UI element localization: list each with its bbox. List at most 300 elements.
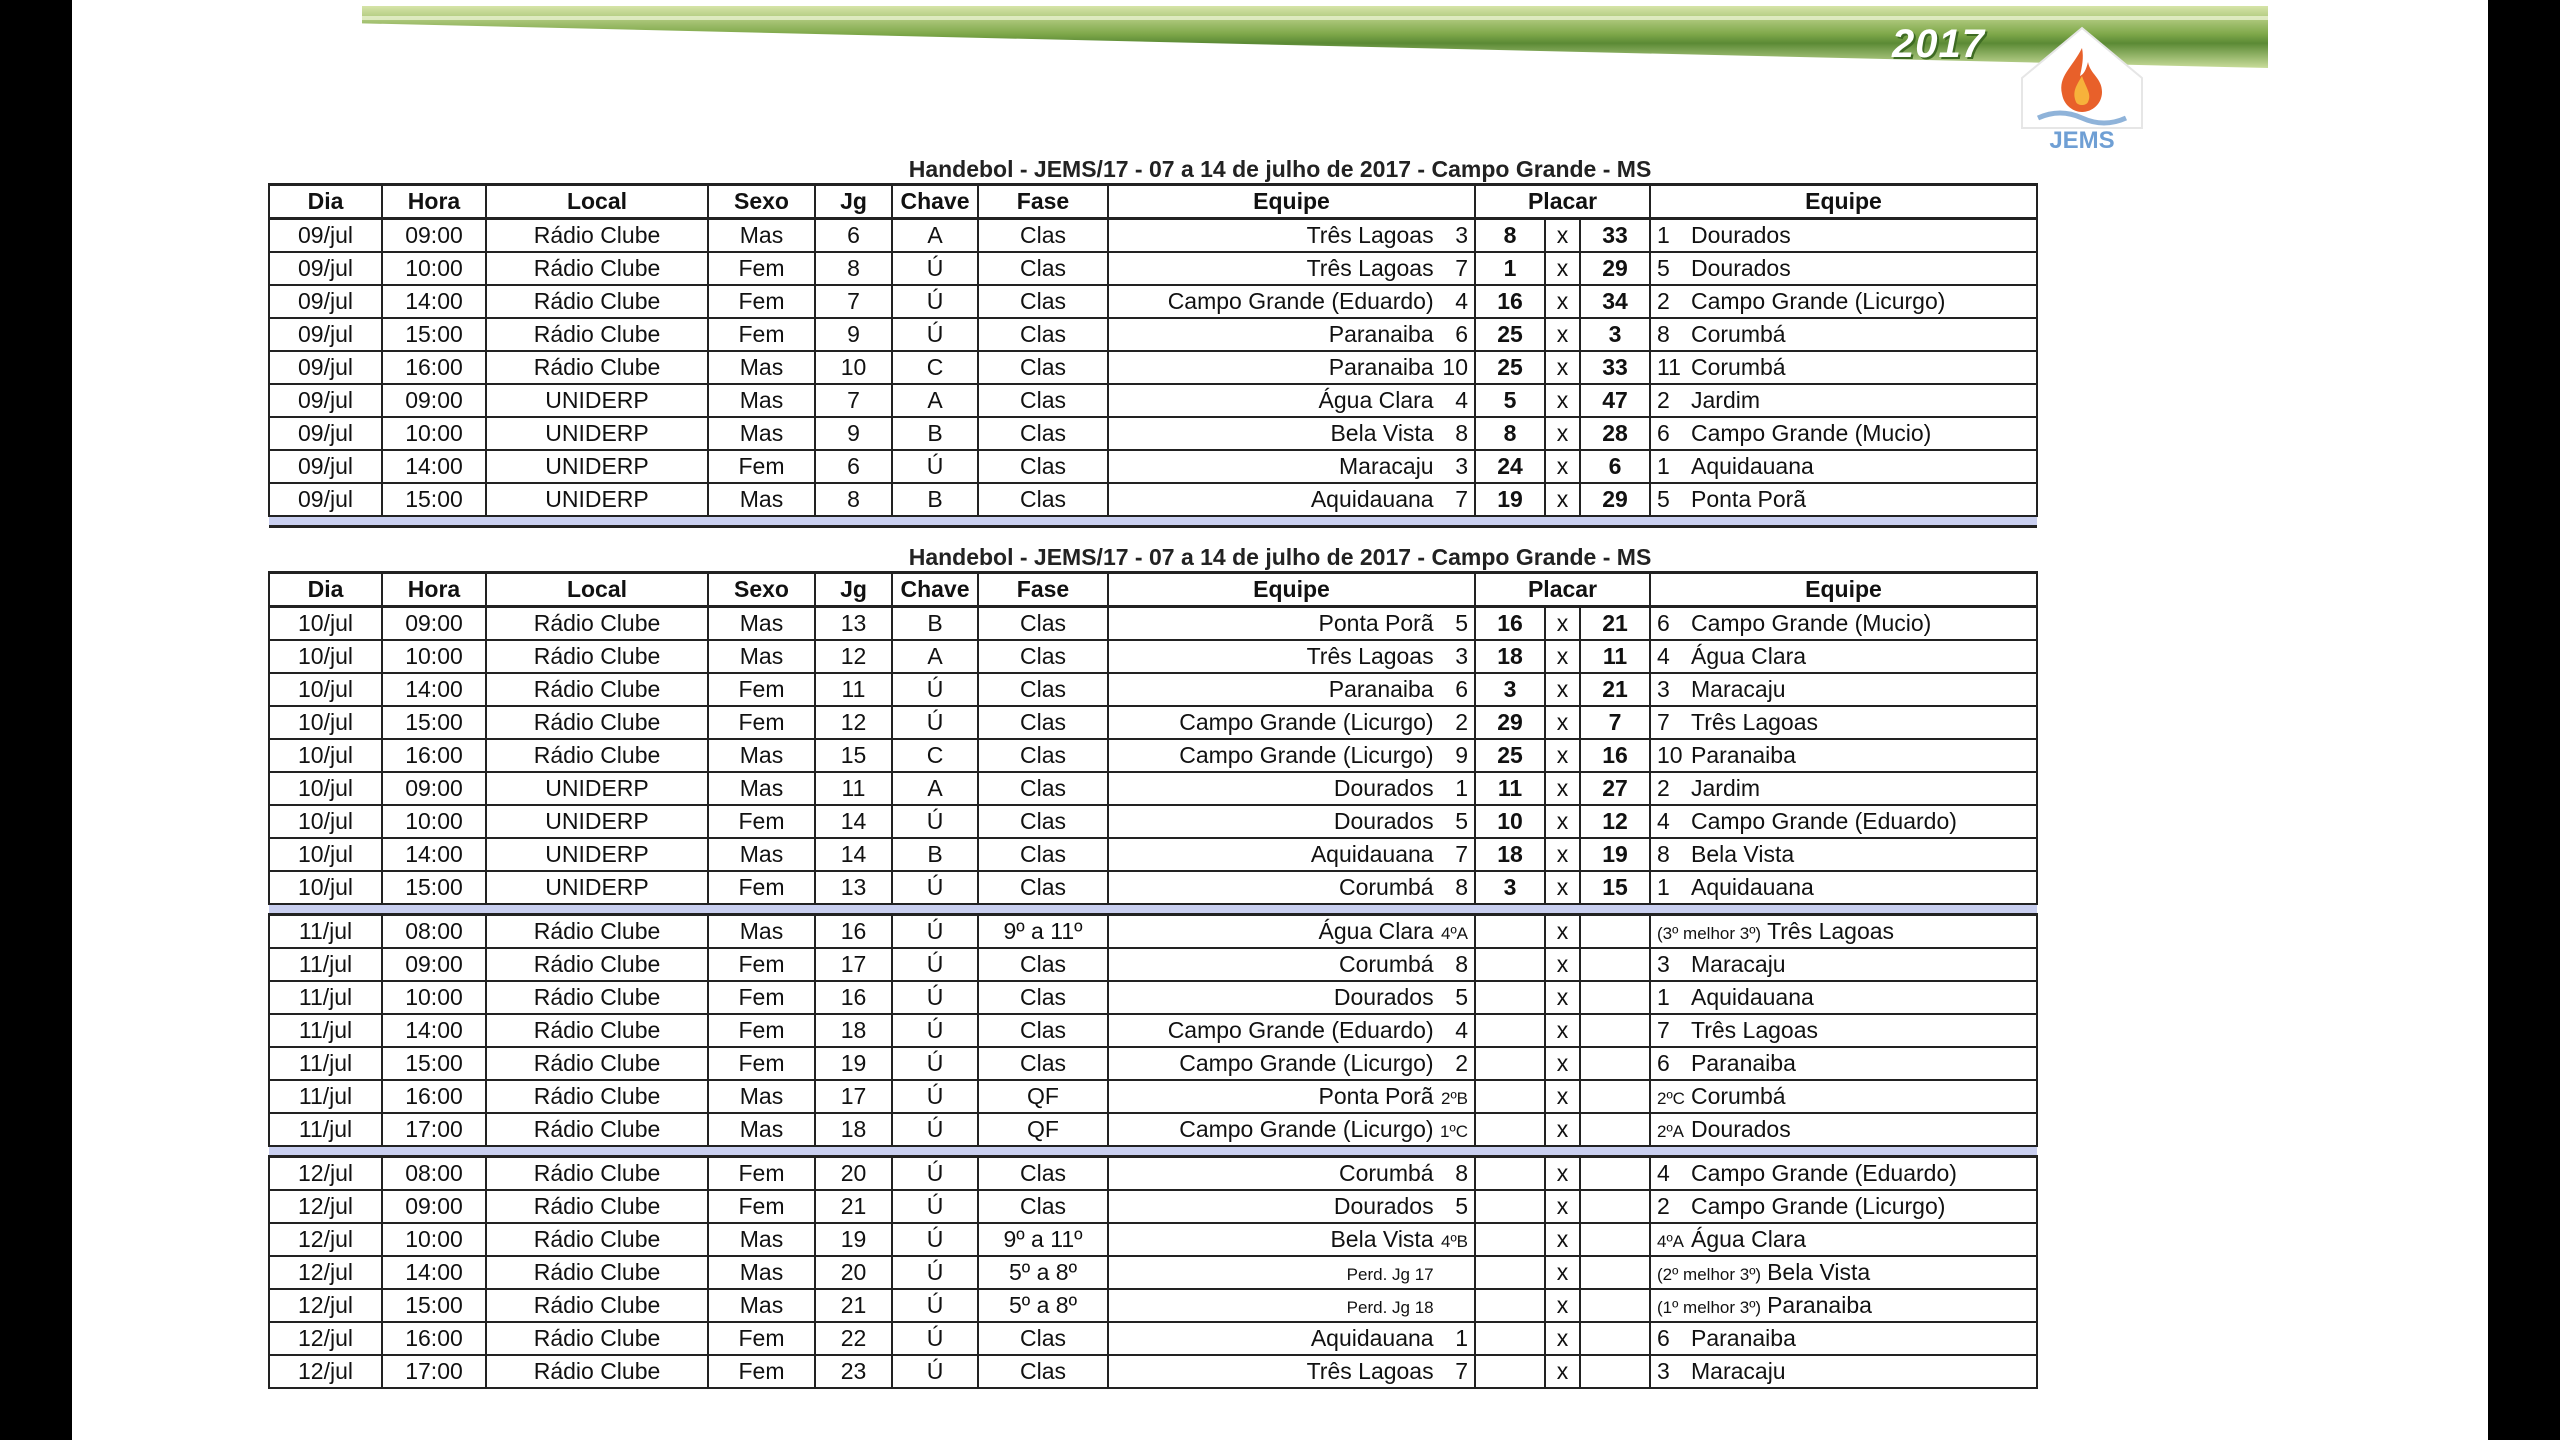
cell-score-away (1580, 1080, 1650, 1113)
home-team-number: 4 (1455, 288, 1468, 314)
cell-away-team (1650, 1289, 2037, 1322)
cell-away-team (1650, 1113, 2037, 1146)
cell-hora: 09:00 (382, 607, 486, 641)
away-team-number: 4 (1657, 808, 1670, 834)
cell-jg: 20 (815, 1256, 892, 1289)
table-row (269, 384, 2037, 417)
cell-sexo: Fem (708, 1322, 815, 1355)
home-team-name: Dourados (1333, 984, 1434, 1010)
cell-dia: 09/jul (269, 252, 382, 285)
cell-score-x: x (1545, 384, 1580, 417)
cell-chave: Ú (892, 871, 978, 904)
header-dia: Dia (269, 573, 382, 607)
cell-score-away: 6 (1580, 450, 1650, 483)
away-team-number: 6 (1657, 1325, 1670, 1351)
home-team-number: 1 (1455, 1325, 1468, 1351)
section-separator (269, 516, 2037, 527)
cell-dia: 10/jul (269, 838, 382, 871)
cell-dia: 11/jul (269, 948, 382, 981)
away-team-number: 6 (1657, 420, 1670, 446)
cell-score-home: 3 (1475, 673, 1545, 706)
cell-score-home: 8 (1475, 219, 1545, 253)
home-team-name: Dourados (1333, 775, 1434, 801)
cell-score-x: x (1545, 318, 1580, 351)
cell-hora: 10:00 (382, 417, 486, 450)
cell-away-team (1650, 915, 2037, 949)
cell-fase: Clas (978, 1322, 1108, 1355)
cell-away-team (1650, 1355, 2037, 1388)
cell-local: Rádio Clube (486, 607, 708, 641)
cell-chave: A (892, 640, 978, 673)
cell-local: Rádio Clube (486, 351, 708, 384)
cell-jg: 11 (815, 772, 892, 805)
cell-dia: 09/jul (269, 483, 382, 516)
cell-score-x: x (1545, 450, 1580, 483)
cell-chave: Ú (892, 450, 978, 483)
away-team-number: 5 (1657, 255, 1670, 281)
cell-score-x: x (1545, 838, 1580, 871)
table-row (269, 981, 2037, 1014)
cell-score-home (1475, 948, 1545, 981)
cell-sexo: Fem (708, 981, 815, 1014)
cell-chave: Ú (892, 1047, 978, 1080)
cell-hora: 15:00 (382, 1047, 486, 1080)
cell-home-team (1108, 1289, 1475, 1322)
away-team-name: Dourados (1691, 222, 1791, 248)
cell-local: Rádio Clube (486, 1322, 708, 1355)
cell-local: Rádio Clube (486, 915, 708, 949)
cell-local: UNIDERP (486, 483, 708, 516)
away-team-name: Água Clara (1691, 1226, 1807, 1252)
cell-away-team (1650, 1014, 2037, 1047)
header-hora: Hora (382, 185, 486, 219)
cell-sexo: Fem (708, 1355, 815, 1388)
cell-score-away (1580, 948, 1650, 981)
cell-fase: Clas (978, 351, 1108, 384)
cell-score-home (1475, 981, 1545, 1014)
cell-dia: 12/jul (269, 1289, 382, 1322)
away-team-number: 2ºC (1657, 1089, 1685, 1108)
cell-home-team (1108, 384, 1475, 417)
header-row (269, 573, 2037, 607)
home-team-number: 2ºB (1440, 1089, 1468, 1108)
cell-away-team (1650, 948, 2037, 981)
cell-fase: Clas (978, 1190, 1108, 1223)
cell-score-home (1475, 1047, 1545, 1080)
header-sexo: Sexo (708, 185, 815, 219)
away-team-name: Jardim (1691, 775, 1761, 801)
cell-sexo: Fem (708, 706, 815, 739)
cell-home-team (1108, 772, 1475, 805)
cell-fase: Clas (978, 450, 1108, 483)
cell-score-home: 18 (1475, 640, 1545, 673)
cell-dia: 12/jul (269, 1322, 382, 1355)
cell-local: Rádio Clube (486, 1014, 708, 1047)
cell-hora: 10:00 (382, 640, 486, 673)
cell-fase: Clas (978, 640, 1108, 673)
cell-jg: 15 (815, 739, 892, 772)
home-team-name: Dourados (1333, 1193, 1434, 1219)
cell-away-team (1650, 981, 2037, 1014)
cell-jg: 14 (815, 805, 892, 838)
home-team-name: Três Lagoas (1306, 643, 1434, 669)
table-row (269, 948, 2037, 981)
cell-chave: C (892, 739, 978, 772)
cell-chave: A (892, 219, 978, 253)
cell-score-away: 11 (1580, 640, 1650, 673)
home-team-number: 4 (1455, 387, 1468, 413)
cell-local: Rádio Clube (486, 219, 708, 253)
cell-sexo: Mas (708, 219, 815, 253)
away-team-name: Aquidauana (1691, 453, 1814, 479)
cell-hora: 15:00 (382, 871, 486, 904)
cell-score-away (1580, 981, 1650, 1014)
cell-sexo: Mas (708, 838, 815, 871)
table-row (269, 285, 2037, 318)
cell-score-x: x (1545, 673, 1580, 706)
cell-home-team (1108, 351, 1475, 384)
document-page (72, 0, 2488, 1440)
cell-hora: 16:00 (382, 739, 486, 772)
schedule-table-1 (268, 183, 2038, 528)
cell-sexo: Fem (708, 805, 815, 838)
cell-jg: 18 (815, 1014, 892, 1047)
cell-dia: 11/jul (269, 1047, 382, 1080)
cell-score-away: 21 (1580, 607, 1650, 641)
cell-jg: 19 (815, 1223, 892, 1256)
away-team-name: Aquidauana (1691, 984, 1814, 1010)
cell-dia: 10/jul (269, 607, 382, 641)
cell-chave: Ú (892, 981, 978, 1014)
cell-sexo: Fem (708, 318, 815, 351)
home-team-number: 4ºB (1440, 1232, 1468, 1251)
cell-score-home (1475, 915, 1545, 949)
cell-score-away: 47 (1580, 384, 1650, 417)
cell-score-away: 33 (1580, 351, 1650, 384)
cell-sexo: Mas (708, 417, 815, 450)
cell-score-home: 5 (1475, 384, 1545, 417)
away-team-number: 10 (1657, 742, 1683, 768)
header-placar: Placar (1475, 185, 1650, 219)
cell-chave: A (892, 384, 978, 417)
cell-fase: 9º a 11º (978, 915, 1108, 949)
cell-home-team (1108, 673, 1475, 706)
cell-score-away: 28 (1580, 417, 1650, 450)
away-team-number: 7 (1657, 709, 1670, 735)
cell-hora: 09:00 (382, 1190, 486, 1223)
cell-hora: 09:00 (382, 219, 486, 253)
cell-score-home: 18 (1475, 838, 1545, 871)
away-team-number: (1º melhor 3º) (1657, 1298, 1762, 1317)
table-row (269, 739, 2037, 772)
cell-chave: Ú (892, 805, 978, 838)
cell-away-team (1650, 607, 2037, 641)
table-row (269, 706, 2037, 739)
home-team-number: 7 (1455, 1358, 1468, 1384)
cell-score-x: x (1545, 739, 1580, 772)
away-team-name: Paranaiba (1691, 1325, 1796, 1351)
cell-away-team (1650, 1322, 2037, 1355)
table-row (269, 640, 2037, 673)
home-team-name: Perd. Jg 17 (1346, 1265, 1434, 1284)
cell-score-home (1475, 1113, 1545, 1146)
home-team-number: 10 (1442, 354, 1468, 380)
away-team-name: Dourados (1691, 255, 1791, 281)
cell-chave: A (892, 772, 978, 805)
cell-score-x: x (1545, 1256, 1580, 1289)
cell-away-team (1650, 1223, 2037, 1256)
cell-dia: 09/jul (269, 450, 382, 483)
cell-local: Rádio Clube (486, 1157, 708, 1191)
cell-hora: 10:00 (382, 1223, 486, 1256)
cell-hora: 16:00 (382, 1080, 486, 1113)
header-chave: Chave (892, 573, 978, 607)
cell-score-x: x (1545, 285, 1580, 318)
cell-dia: 10/jul (269, 706, 382, 739)
away-team-name: Campo Grande (Mucio) (1691, 610, 1932, 636)
cell-dia: 10/jul (269, 805, 382, 838)
home-team-name: Aquidauana (1310, 1325, 1434, 1351)
schedule-table-2 (268, 571, 2038, 1389)
header-hora: Hora (382, 573, 486, 607)
cell-fase: Clas (978, 417, 1108, 450)
cell-score-away: 27 (1580, 772, 1650, 805)
home-team-name: Perd. Jg 18 (1346, 1298, 1434, 1317)
cell-score-home: 25 (1475, 318, 1545, 351)
away-team-number: 2ºA (1657, 1122, 1685, 1141)
header-row (269, 185, 2037, 219)
cell-home-team (1108, 252, 1475, 285)
home-team-name: Bela Vista (1330, 1226, 1434, 1252)
cell-score-home: 25 (1475, 351, 1545, 384)
cell-away-team (1650, 219, 2037, 253)
cell-score-away: 3 (1580, 318, 1650, 351)
table-row (269, 607, 2037, 641)
cell-home-team (1108, 1113, 1475, 1146)
cell-jg: 23 (815, 1355, 892, 1388)
home-team-name: Corumbá (1339, 951, 1434, 977)
cell-chave: B (892, 607, 978, 641)
cell-dia: 09/jul (269, 384, 382, 417)
cell-score-x: x (1545, 483, 1580, 516)
cell-chave: Ú (892, 915, 978, 949)
cell-away-team (1650, 450, 2037, 483)
away-team-name: Aquidauana (1691, 874, 1814, 900)
section-separator (269, 904, 2037, 915)
cell-score-x: x (1545, 1113, 1580, 1146)
home-team-number: 7 (1455, 255, 1468, 281)
cell-local: Rádio Clube (486, 640, 708, 673)
away-team-number: 1 (1657, 984, 1670, 1010)
cell-home-team (1108, 805, 1475, 838)
cell-sexo: Mas (708, 1256, 815, 1289)
cell-sexo: Mas (708, 384, 815, 417)
away-team-number: (3º melhor 3º) (1657, 924, 1762, 943)
away-team-name: Paranaiba (1691, 742, 1796, 768)
cell-fase: Clas (978, 838, 1108, 871)
away-team-number: (2º melhor 3º) (1657, 1265, 1762, 1284)
home-team-number: 4 (1455, 1017, 1468, 1043)
cell-score-home (1475, 1157, 1545, 1191)
home-team-name: Campo Grande (Eduardo) (1167, 288, 1434, 314)
home-team-name: Paranaiba (1328, 354, 1434, 380)
cell-jg: 7 (815, 285, 892, 318)
home-team-number: 6 (1455, 321, 1468, 347)
cell-score-x: x (1545, 1014, 1580, 1047)
cell-score-x: x (1545, 948, 1580, 981)
home-team-name: Três Lagoas (1306, 1358, 1434, 1384)
cell-hora: 10:00 (382, 981, 486, 1014)
cell-chave: Ú (892, 1014, 978, 1047)
cell-away-team (1650, 1256, 2037, 1289)
cell-away-team (1650, 772, 2037, 805)
cell-hora: 14:00 (382, 450, 486, 483)
cell-score-away (1580, 1047, 1650, 1080)
cell-home-team (1108, 1322, 1475, 1355)
cell-score-x: x (1545, 706, 1580, 739)
cell-hora: 15:00 (382, 483, 486, 516)
table-row (269, 1355, 2037, 1388)
cell-score-away (1580, 915, 1650, 949)
cell-fase: Clas (978, 706, 1108, 739)
cell-local: Rádio Clube (486, 1223, 708, 1256)
table-row (269, 1157, 2037, 1191)
cell-score-x: x (1545, 219, 1580, 253)
cell-score-away: 34 (1580, 285, 1650, 318)
cell-dia: 09/jul (269, 219, 382, 253)
cell-away-team (1650, 252, 2037, 285)
cell-jg: 17 (815, 948, 892, 981)
cell-sexo: Mas (708, 351, 815, 384)
home-team-number: 7 (1455, 486, 1468, 512)
cell-score-x: x (1545, 1355, 1580, 1388)
cell-chave: Ú (892, 948, 978, 981)
cell-score-away: 21 (1580, 673, 1650, 706)
away-team-number: 2 (1657, 1193, 1670, 1219)
away-team-name: Corumbá (1691, 1083, 1786, 1109)
cell-fase: Clas (978, 772, 1108, 805)
cell-chave: Ú (892, 1113, 978, 1146)
cell-score-home: 16 (1475, 285, 1545, 318)
cell-score-home (1475, 1355, 1545, 1388)
cell-dia: 12/jul (269, 1190, 382, 1223)
cell-home-team (1108, 706, 1475, 739)
cell-chave: Ú (892, 1223, 978, 1256)
table-row (269, 805, 2037, 838)
cell-score-home: 24 (1475, 450, 1545, 483)
cell-local: Rádio Clube (486, 673, 708, 706)
cell-score-away: 7 (1580, 706, 1650, 739)
cell-local: Rádio Clube (486, 285, 708, 318)
away-team-number: 2 (1657, 288, 1670, 314)
table-row (269, 252, 2037, 285)
cell-home-team (1108, 219, 1475, 253)
cell-score-x: x (1545, 772, 1580, 805)
away-team-name: Três Lagoas (1767, 918, 1895, 944)
cell-home-team (1108, 640, 1475, 673)
away-team-name: Paranaiba (1691, 1050, 1796, 1076)
cell-score-away: 19 (1580, 838, 1650, 871)
cell-local: UNIDERP (486, 871, 708, 904)
cell-sexo: Mas (708, 772, 815, 805)
cell-dia: 09/jul (269, 417, 382, 450)
cell-home-team (1108, 607, 1475, 641)
cell-jg: 11 (815, 673, 892, 706)
home-team-number: 8 (1455, 1160, 1468, 1186)
cell-score-home (1475, 1289, 1545, 1322)
away-team-name: Campo Grande (Licurgo) (1691, 1193, 1946, 1219)
home-team-number: 4ºA (1440, 924, 1468, 943)
cell-away-team (1650, 1190, 2037, 1223)
cell-sexo: Mas (708, 1080, 815, 1113)
cell-dia: 10/jul (269, 673, 382, 706)
cell-dia: 11/jul (269, 1014, 382, 1047)
banner-line (362, 16, 2268, 20)
cell-home-team (1108, 1157, 1475, 1191)
section-separator (269, 1146, 2037, 1157)
home-team-name: Maracaju (1339, 453, 1434, 479)
cell-jg: 16 (815, 981, 892, 1014)
cell-score-away (1580, 1256, 1650, 1289)
cell-chave: Ú (892, 673, 978, 706)
cell-score-x: x (1545, 417, 1580, 450)
cell-jg: 12 (815, 640, 892, 673)
cell-score-x: x (1545, 1322, 1580, 1355)
cell-sexo: Mas (708, 1223, 815, 1256)
cell-chave: Ú (892, 1289, 978, 1322)
cell-fase: QF (978, 1080, 1108, 1113)
cell-score-away (1580, 1190, 1650, 1223)
away-team-name: Campo Grande (Eduardo) (1691, 808, 1957, 834)
cell-home-team (1108, 1047, 1475, 1080)
cell-away-team (1650, 1080, 2037, 1113)
cell-chave: Ú (892, 252, 978, 285)
cell-score-home: 25 (1475, 739, 1545, 772)
cell-chave: Ú (892, 285, 978, 318)
separator-cell (269, 1146, 2037, 1157)
header-equipe: Equipe (1108, 573, 1475, 607)
cell-local: Rádio Clube (486, 1080, 708, 1113)
cell-fase: Clas (978, 1014, 1108, 1047)
cell-sexo: Mas (708, 640, 815, 673)
cell-jg: 10 (815, 351, 892, 384)
cell-local: UNIDERP (486, 417, 708, 450)
home-team-name: Água Clara (1318, 387, 1434, 413)
cell-home-team (1108, 871, 1475, 904)
header-fase: Fase (978, 573, 1108, 607)
cell-sexo: Fem (708, 1014, 815, 1047)
cell-sexo: Fem (708, 948, 815, 981)
cell-away-team (1650, 805, 2037, 838)
cell-jg: 6 (815, 219, 892, 253)
cell-dia: 12/jul (269, 1223, 382, 1256)
cell-away-team (1650, 384, 2037, 417)
cell-fase: Clas (978, 252, 1108, 285)
cell-jg: 20 (815, 1157, 892, 1191)
cell-local: Rádio Clube (486, 1289, 708, 1322)
cell-fase: QF (978, 1113, 1108, 1146)
cell-local: UNIDERP (486, 838, 708, 871)
away-team-number: 2 (1657, 387, 1670, 413)
away-team-number: 11 (1657, 354, 1681, 380)
cell-local: UNIDERP (486, 772, 708, 805)
cell-fase: Clas (978, 219, 1108, 253)
cell-sexo: Mas (708, 1289, 815, 1322)
cell-hora: 08:00 (382, 915, 486, 949)
away-team-name: Campo Grande (Mucio) (1691, 420, 1932, 446)
away-team-name: Jardim (1691, 387, 1761, 413)
away-team-number: 8 (1657, 841, 1670, 867)
